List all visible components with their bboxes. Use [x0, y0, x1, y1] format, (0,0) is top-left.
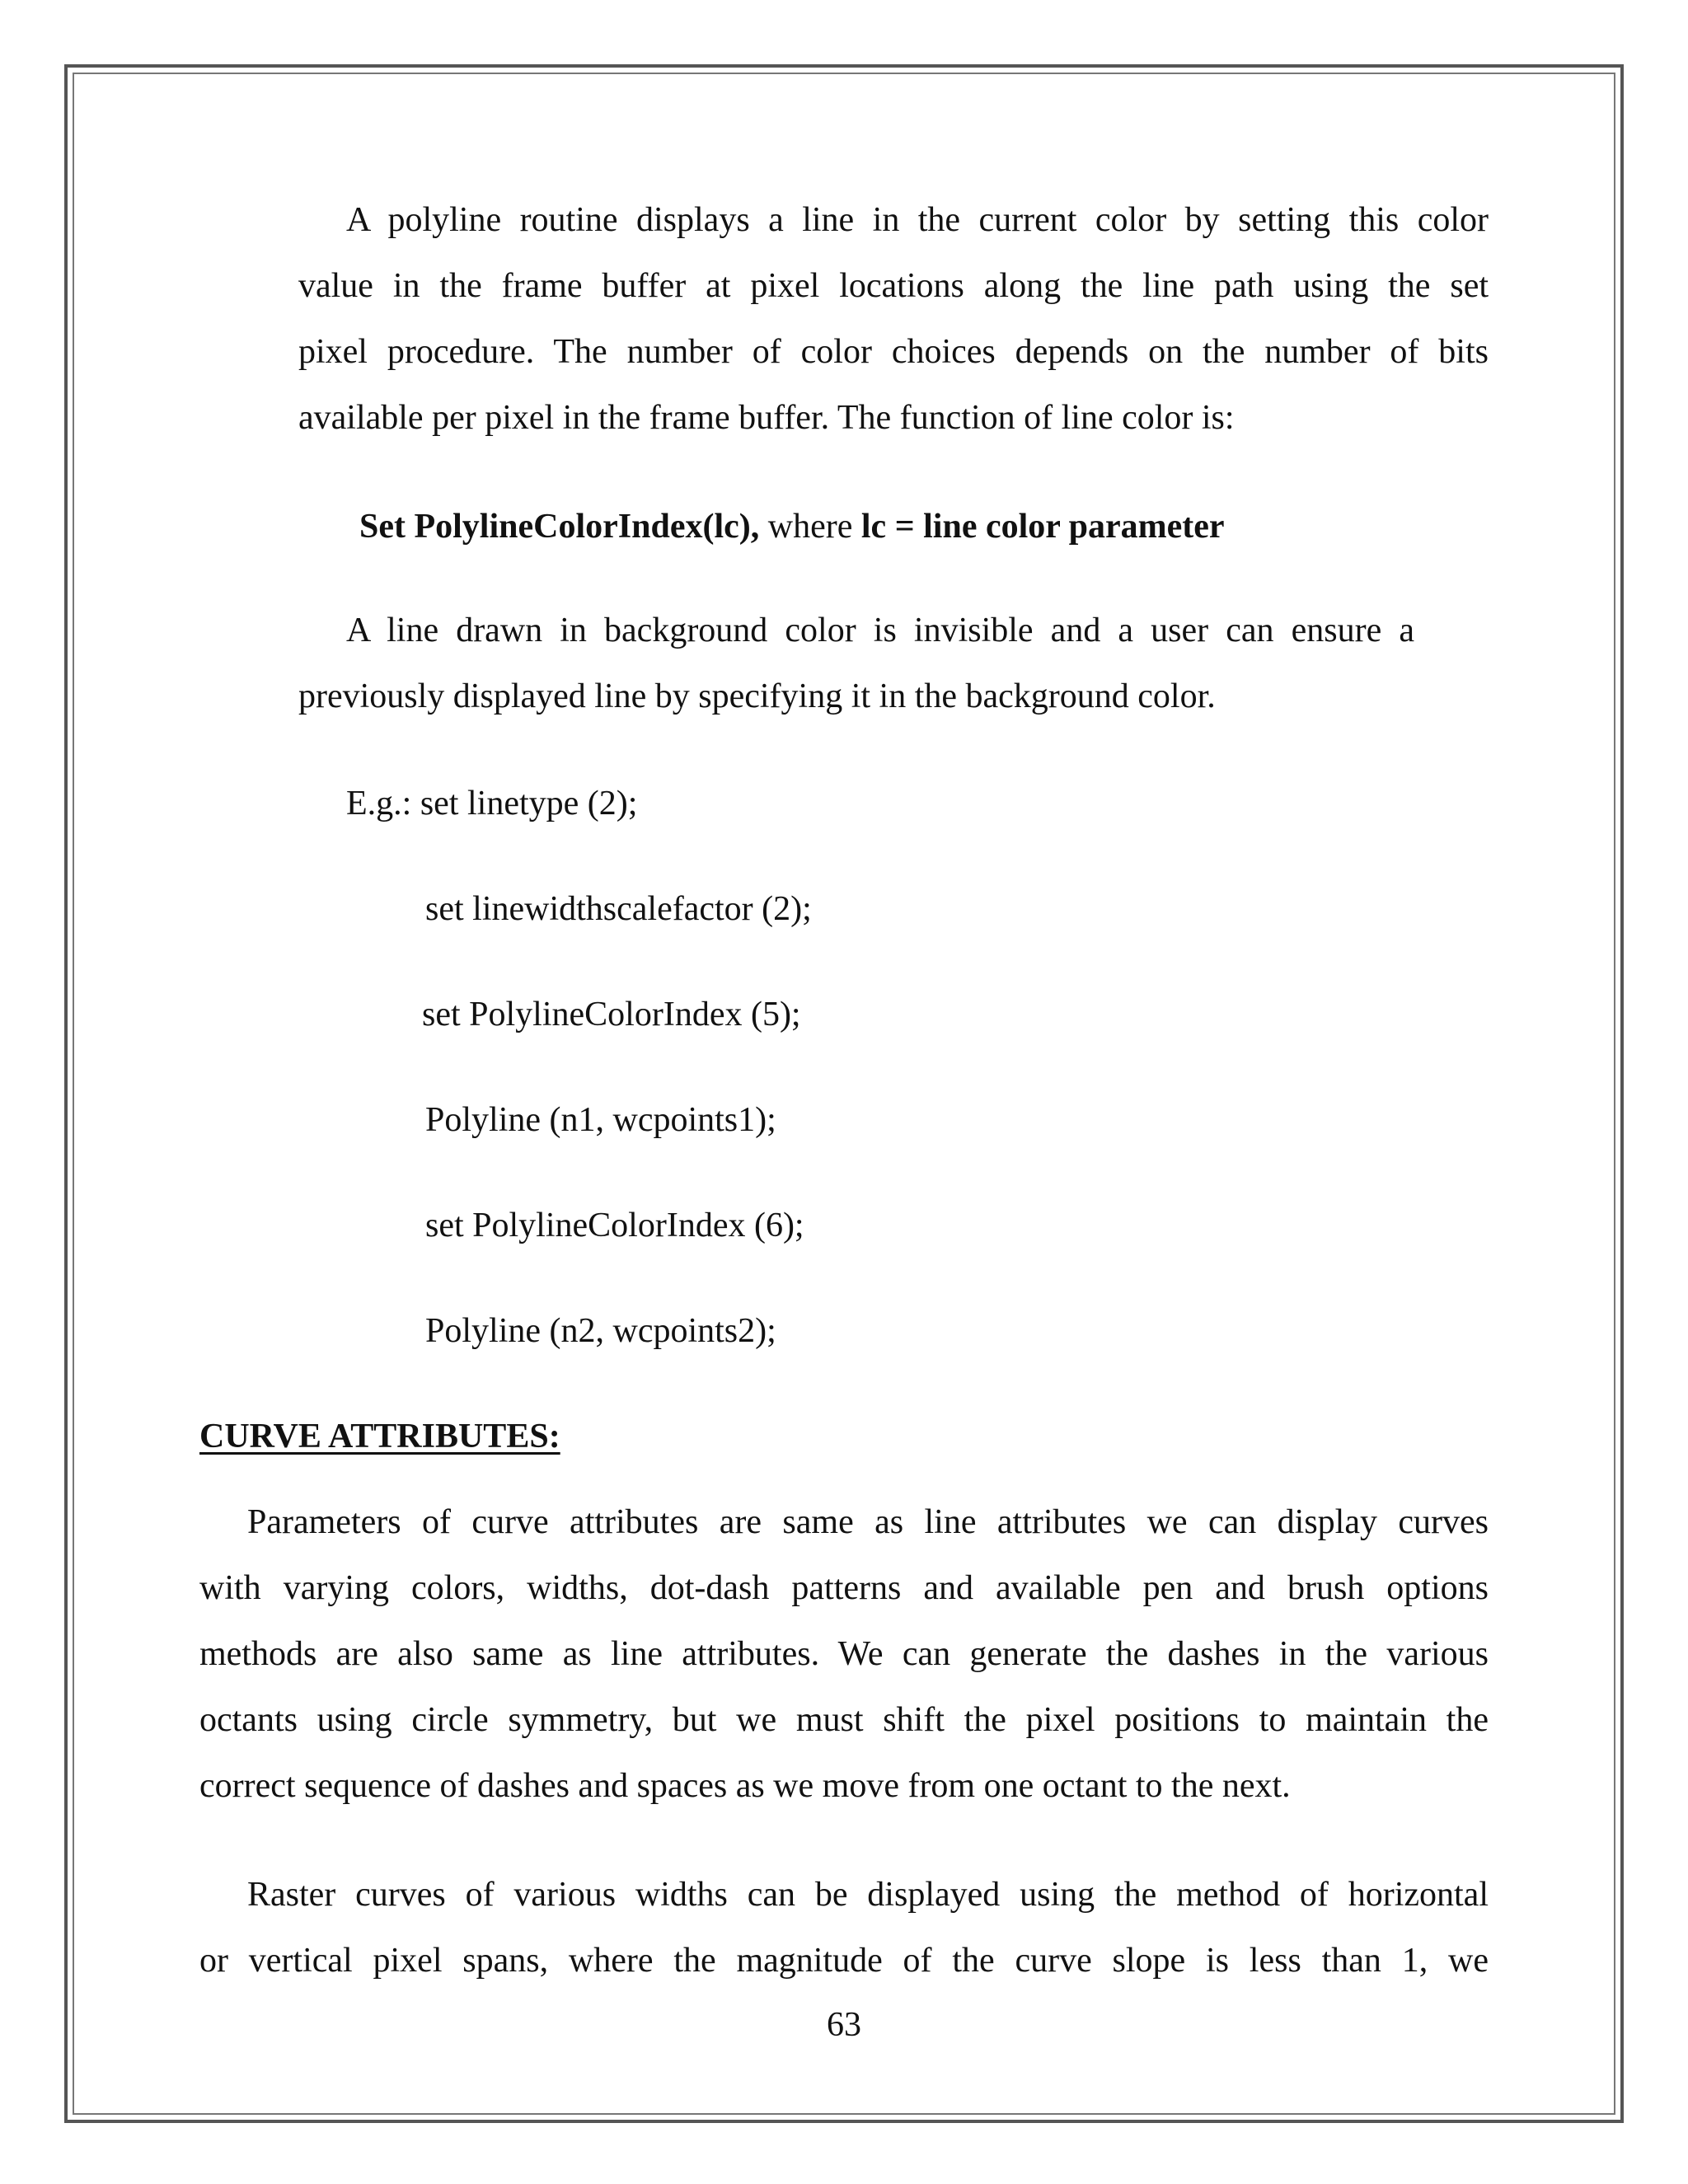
- function-parameter: lc = line color parameter: [860, 508, 1225, 546]
- para3-line-1: Parameters of curve attributes are same as line attributes we can display curves: [247, 1503, 1489, 1541]
- para3-line-5: correct sequence of dashes and spaces as we move from one octant to the next.: [199, 1767, 1291, 1805]
- example-line-3: set PolylineColorIndex (5);: [422, 996, 801, 1033]
- para3-line-4: octants using circle symmetry, but we must shift the pixel positions to maintain the: [199, 1701, 1489, 1739]
- para4-line-1: Raster curves of various widths can be displayed using the method of horizontal: [247, 1876, 1489, 1914]
- function-where: where: [759, 508, 861, 546]
- section-heading: CURVE ATTRIBUTES:: [199, 1418, 560, 1455]
- example-line-2: set linewidthscalefactor (2);: [425, 890, 812, 928]
- page-number: 63: [827, 2006, 861, 2044]
- function-line: [359, 509, 1225, 544]
- para3-line-3: methods are also same as line attributes. We can generate the dashes in the various: [199, 1635, 1489, 1673]
- para2-line-2: previously displayed line by specifying it in the background color.: [298, 677, 1216, 715]
- example-line-5: set PolylineColorIndex (6);: [425, 1207, 804, 1244]
- para1-line-2: value in the frame buffer at pixel locations along the line path using the set: [298, 267, 1489, 305]
- example-line-1: E.g.: set linetype (2);: [346, 785, 638, 823]
- para1-line-3: pixel procedure. The number of color choices depends on the number of bits: [298, 333, 1489, 371]
- para1-line-4: available per pixel in the frame buffer. The function of line color is:: [298, 399, 1235, 437]
- para2-line-1: A line drawn in background color is invisible and a user can ensure a: [346, 612, 1414, 649]
- function-name: Set PolylineColorIndex(lc),: [359, 508, 760, 546]
- example-line-4: Polyline (n1, wcpoints1);: [425, 1101, 776, 1139]
- para3-line-2: with varying colors, widths, dot-dash patterns and available pen and brush options: [199, 1569, 1489, 1607]
- para1-line-1: A polyline routine displays a line in the current color by setting this color: [346, 201, 1489, 239]
- para4-line-2: or vertical pixel spans, where the magnitude of the curve slope is less than 1, we: [199, 1942, 1489, 1980]
- example-line-6: Polyline (n2, wcpoints2);: [425, 1312, 776, 1350]
- page-border-inner: [73, 73, 1615, 2115]
